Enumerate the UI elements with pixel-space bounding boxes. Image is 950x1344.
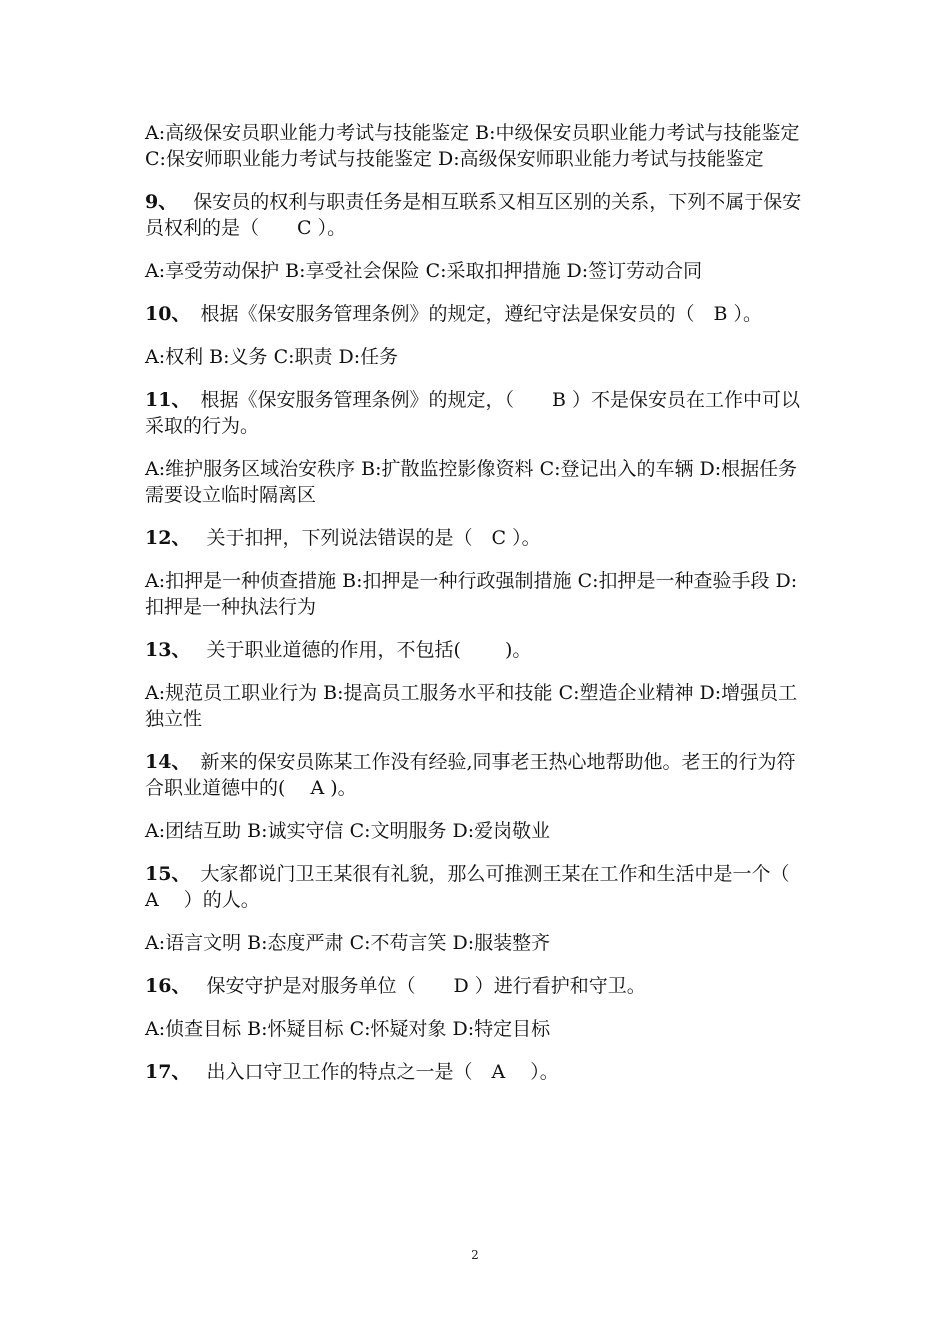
question-text: 新来的保安员陈某工作没有经验,同事老王热心地帮助他。老王的行为符合职业道德中的( A )。	[145, 751, 796, 799]
answer-options-8: A:高级保安员职业能力考试与技能鉴定 B:中级保安员职业能力考试与技能鉴定 C:保安师职业能力考试与技能鉴定 D:高级保安师职业能力考试与技能鉴定	[145, 122, 800, 170]
question-12	[145, 525, 810, 551]
question-16	[145, 973, 810, 999]
question-text: 根据《保安服务管理条例》的规定，（ B ）不是保安员在工作中可以采取的行为。	[145, 389, 800, 437]
answer-options-16: A:侦查目标 B:怀疑目标 C:怀疑对象 D:特定目标	[145, 1018, 551, 1040]
question-text: 保安员的权利与职责任务是相互联系又相互区别的关系，下列不属于保安员权利的是（ C ）。	[145, 191, 802, 239]
answer-options-9: A:享受劳动保护 B:享受社会保险 C:采取扣押措施 D:签订劳动合同	[145, 260, 703, 282]
page-number: 2	[471, 1248, 479, 1262]
question-text: 根据《保安服务管理条例》的规定，遵纪守法是保安员的（ B ）。	[200, 303, 762, 325]
answer-options-10: A:权利 B:义务 C:职责 D:任务	[145, 346, 399, 368]
question-number: 13、	[145, 639, 191, 661]
question-11	[145, 387, 810, 439]
question-number: 17、	[145, 1061, 191, 1083]
question-13	[145, 637, 810, 663]
question-number: 11、	[145, 389, 191, 411]
question-10	[145, 301, 810, 327]
answer-options-14: A:团结互助 B:诚实守信 C:文明服务 D:爱岗敬业	[145, 820, 551, 842]
question-number: 14、	[145, 751, 191, 773]
question-number: 16、	[145, 975, 191, 997]
answer-options-13: A:规范员工职业行为 B:提高员工服务水平和技能 C:塑造企业精神 D:增强员工独立性	[145, 682, 798, 730]
question-number: 15、	[145, 863, 191, 885]
question-9	[145, 189, 810, 241]
document-body	[145, 120, 810, 1102]
question-17	[145, 1059, 810, 1085]
answer-options-15: A:语言文明 B:态度严肃 C:不苟言笑 D:服装整齐	[145, 932, 551, 954]
question-text: 关于职业道德的作用，不包括( )。	[200, 639, 532, 661]
question-14	[145, 749, 810, 801]
question-text: 保安守护是对服务单位（ D ）进行看护和守卫。	[200, 975, 646, 997]
question-text: 出入口守卫工作的特点之一是（ A ）。	[200, 1061, 559, 1083]
answer-options-11: A:维护服务区域治安秩序 B:扩散监控影像资料 C:登记出入的车辆 D:根据任务需要设立临时隔离区	[145, 458, 798, 506]
question-number: 10、	[145, 303, 191, 325]
answer-options-12: A:扣押是一种侦查措施 B:扣押是一种行政强制措施 C:扣押是一种查验手段 D:扣押是一种执法行为	[145, 570, 798, 618]
question-text: 大家都说门卫王某很有礼貌，那么可推测王某在工作和生活中是一个（ A ）的人。	[145, 863, 809, 911]
question-text: 关于扣押，下列说法错误的是（ C ）。	[200, 527, 541, 549]
question-number: 9、	[145, 191, 178, 213]
question-15	[145, 861, 810, 913]
question-number: 12、	[145, 527, 191, 549]
